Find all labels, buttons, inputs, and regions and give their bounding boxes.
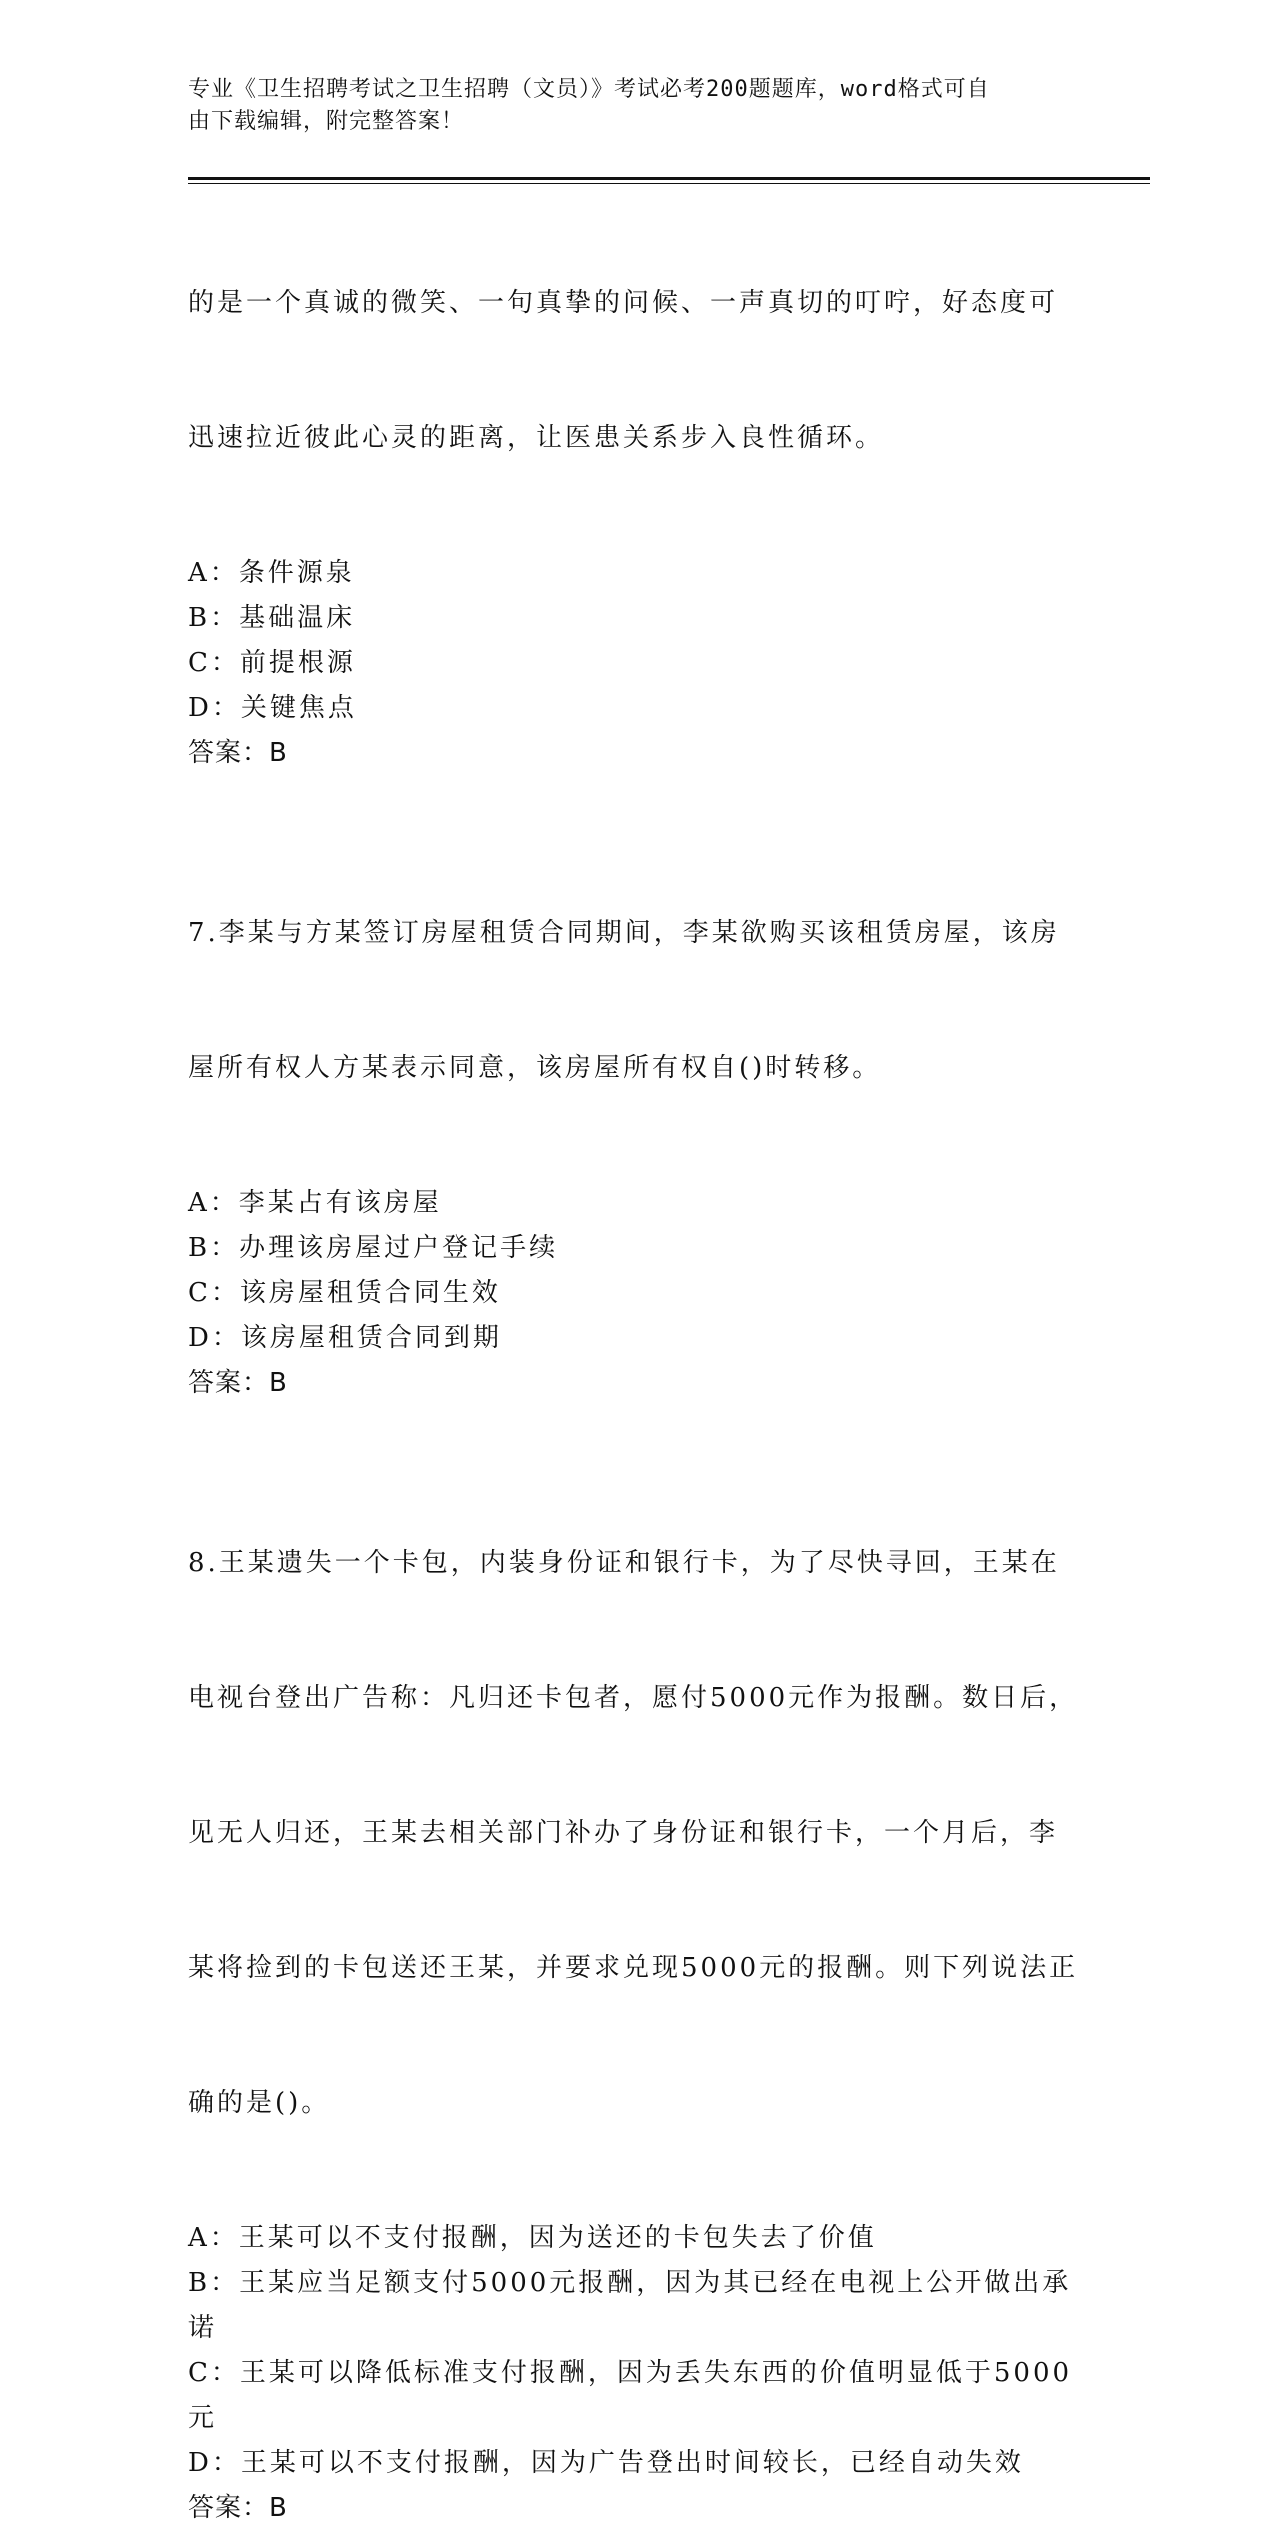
question-stem bbox=[188, 1451, 1088, 2216]
question-block bbox=[188, 191, 1088, 776]
question-block bbox=[188, 821, 1088, 1406]
document-header bbox=[188, 74, 1068, 138]
option-b: B：办理该房屋过户登记手续 bbox=[188, 1233, 559, 1263]
option-a: A：王某可以不支付报酬，因为送还的卡包失去了价值 bbox=[188, 2223, 877, 2253]
option-b: B：基础温床 bbox=[188, 603, 356, 633]
stem-line: 确的是()。 bbox=[188, 2088, 331, 2118]
option-a: A：条件源泉 bbox=[188, 558, 355, 588]
answer-label: 答案：B bbox=[188, 1368, 288, 1398]
option-line: 诺 bbox=[188, 2313, 218, 2343]
questions-content bbox=[188, 191, 1088, 2531]
option-d: D：关键焦点 bbox=[188, 693, 357, 723]
header-divider-thick bbox=[188, 177, 1150, 180]
stem-line: 某将捡到的卡包送还王某，并要求兑现5000元的报酬。则下列说法正 bbox=[188, 1953, 1079, 1983]
option-d: D：该房屋租赁合同到期 bbox=[188, 1323, 502, 1353]
answer-label: 答案：B bbox=[188, 2493, 288, 2523]
spacer bbox=[188, 1406, 1088, 1451]
stem-line: 的是一个真诚的微笑、一句真挚的问候、一声真切的叮咛，好态度可 bbox=[188, 288, 1059, 318]
stem-line: 屋所有权人方某表示同意，该房屋所有权自()时转移。 bbox=[188, 1053, 882, 1083]
question-block bbox=[188, 1451, 1088, 2531]
spacer bbox=[188, 776, 1088, 821]
option-b bbox=[188, 2261, 1088, 2351]
stem-line: 8.王某遗失一个卡包，内装身份证和银行卡，为了尽快寻回，王某在 bbox=[188, 1548, 1060, 1578]
stem-line: 见无人归还，王某去相关部门补办了身份证和银行卡，一个月后，李 bbox=[188, 1818, 1059, 1848]
stem-line: 7.李某与方某签订房屋租赁合同期间，李某欲购买该租赁房屋，该房 bbox=[188, 918, 1060, 948]
header-divider-thin bbox=[188, 183, 1150, 184]
stem-line: 迅速拉近彼此心灵的距离，让医患关系步入良性循环。 bbox=[188, 423, 885, 453]
option-c: C：该房屋租赁合同生效 bbox=[188, 1278, 501, 1308]
header-title-line-1: 专业《卫生招聘考试之卫生招聘（文员）》考试必考200题题库，word格式可自 bbox=[188, 77, 990, 102]
answer-label: 答案：B bbox=[188, 738, 288, 768]
option-a: A：李某占有该房屋 bbox=[188, 1188, 442, 1218]
question-stem bbox=[188, 821, 1088, 1181]
stem-line: 电视台登出广告称：凡归还卡包者，愿付5000元作为报酬。数日后， bbox=[188, 1683, 1079, 1713]
question-stem bbox=[188, 191, 1088, 551]
option-d: D：王某可以不支付报酬，因为广告登出时间较长，已经自动失效 bbox=[188, 2448, 1024, 2478]
option-line: C：王某可以降低标准支付报酬，因为丢失东西的价值明显低于5000 bbox=[188, 2358, 1073, 2388]
header-title-line-2: 由下载编辑，附完整答案！ bbox=[188, 109, 465, 134]
option-line: B：王某应当足额支付5000元报酬，因为其已经在电视上公开做出承 bbox=[188, 2268, 1072, 2298]
option-c: C：前提根源 bbox=[188, 648, 356, 678]
option-line: 元 bbox=[188, 2403, 218, 2433]
option-c bbox=[188, 2351, 1088, 2441]
